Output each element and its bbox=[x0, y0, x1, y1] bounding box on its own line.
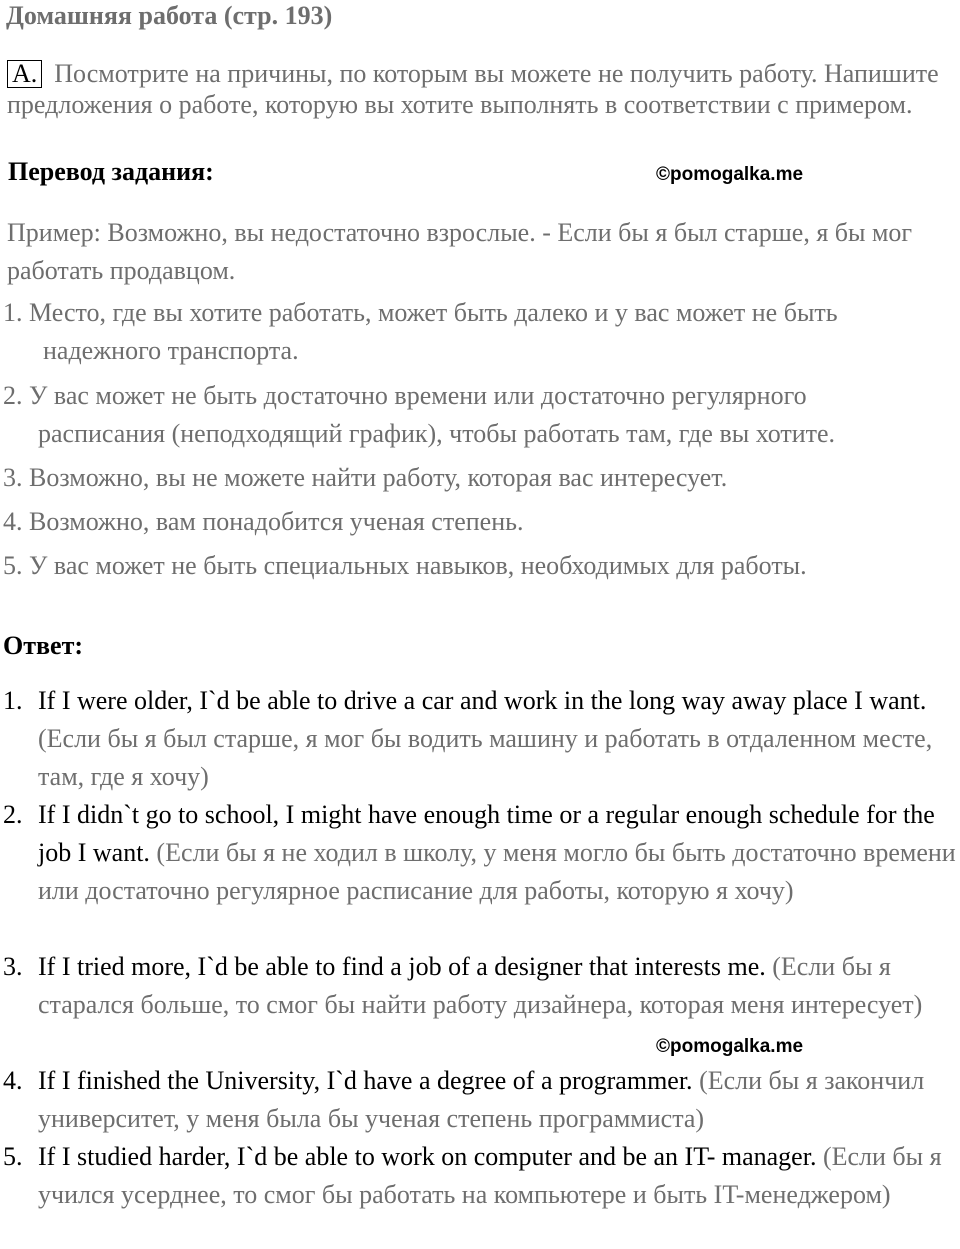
answer-number: 3. bbox=[3, 952, 23, 981]
watermark-bottom: ©pomogalka.me bbox=[656, 1036, 804, 1057]
watermark-top: ©pomogalka.me bbox=[656, 164, 804, 185]
answer-russian: (Если бы я не ходил в школу, у меня могло бы быть достаточно времени или достаточно регулярное расписание для работы, которую я хочу) bbox=[38, 838, 956, 905]
answer-number: 2. bbox=[3, 800, 23, 829]
answer-item bbox=[3, 682, 958, 796]
answer-number: 1. bbox=[3, 686, 23, 715]
task-text: Посмотрите на причины, по которым вы можете не получить работу. Напишите предложения о работе, которую вы хотите выполнять в соответствии с примером. bbox=[7, 59, 939, 119]
answer-english: If I tried more, I`d be able to find a job of a designer that interests me. bbox=[38, 952, 766, 981]
translation-item-text: 4. Возможно, вам понадобится ученая степень. bbox=[3, 507, 524, 536]
answer-english: If I were older, I`d be able to drive a car and work in the long way away place I want. bbox=[38, 686, 927, 715]
answer-item bbox=[3, 1062, 958, 1138]
answer-number: 4. bbox=[3, 1066, 23, 1095]
answer-item bbox=[3, 796, 958, 910]
translation-item-text: 3. Возможно, вы не можете найти работу, которая вас интересует. bbox=[3, 463, 728, 492]
translation-item-text: 5. У вас может не быть специальных навыков, необходимых для работы. bbox=[3, 551, 807, 580]
answer-english: If I didn`t go to school, I might have enough time or a regular enough schedule for the job I want. bbox=[38, 800, 935, 867]
page-title: Домашняя работа (стр. 193) bbox=[6, 1, 333, 30]
answer-item bbox=[3, 1138, 958, 1214]
answer-item bbox=[3, 948, 958, 1024]
answer-english: If I finished the University, I`d have a degree of a programmer. bbox=[38, 1066, 693, 1095]
task-block bbox=[7, 58, 952, 120]
translation-item bbox=[3, 377, 953, 453]
translation-item-text: 1. Место, где вы хотите работать, может быть далеко и у вас может не быть bbox=[3, 298, 838, 327]
translation-item-continuation: надежного транспорта. bbox=[43, 336, 299, 365]
task-letter-badge: A. bbox=[7, 60, 42, 88]
answer-russian: (Если бы я учился усерднее, то смог бы работать на компьютере и быть IT-менеджером) bbox=[38, 1142, 942, 1209]
answer-russian: (Если бы я был старше, я мог бы водить машину и работать в отдаленном месте, там, где я хочу) bbox=[38, 724, 933, 791]
answer-russian: (Если бы я старался больше, то смог бы найти работу дизайнера, которая меня интересует) bbox=[38, 952, 923, 1019]
translation-item bbox=[3, 503, 953, 541]
answer-english: If I studied harder, I`d be able to work on computer and be an IT- manager. bbox=[38, 1142, 817, 1171]
answer-heading: Ответ: bbox=[3, 631, 84, 660]
translation-item-text: 2. У вас может не быть достаточно времени или достаточно регулярного bbox=[3, 381, 807, 410]
translation-item bbox=[3, 547, 953, 585]
translation-item bbox=[3, 459, 953, 497]
answer-number: 5. bbox=[3, 1142, 23, 1171]
translation-item-continuation: расписания (неподходящий график), чтобы работать там, где вы хотите. bbox=[38, 419, 836, 448]
answer-russian: (Если бы я закончил университет, у меня была бы ученая степень программиста) bbox=[38, 1066, 925, 1133]
example-sentence: Пример: Возможно, вы недостаточно взрослые. - Если бы я был старше, я бы мог работать продавцом. bbox=[7, 218, 913, 285]
translation-heading: Перевод задания: bbox=[8, 157, 214, 186]
translation-item bbox=[3, 294, 953, 370]
